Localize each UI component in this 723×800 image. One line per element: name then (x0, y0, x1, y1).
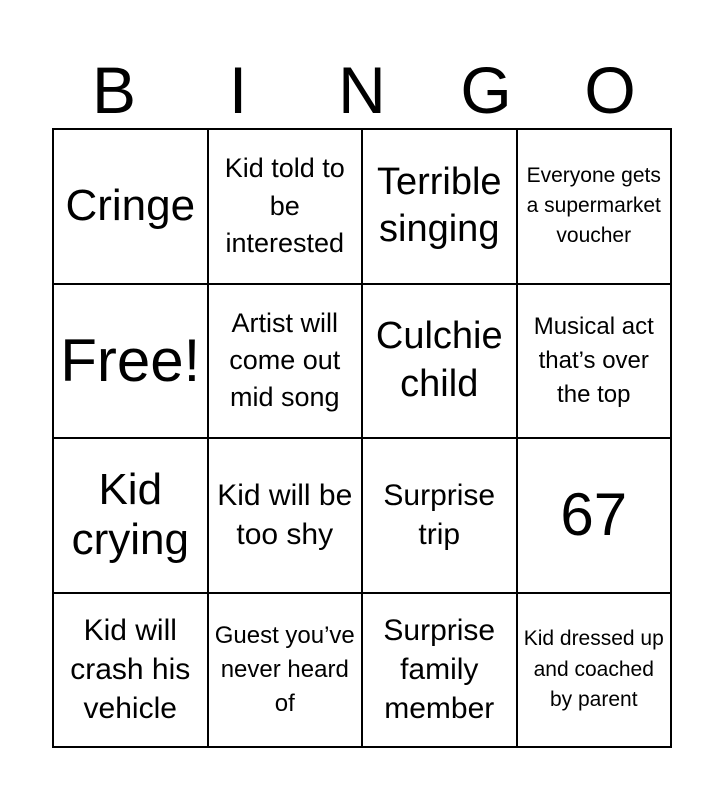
cell-text: Kid dressed up and coached by parent (523, 627, 664, 711)
bingo-cell[interactable] (518, 130, 673, 285)
bingo-cell[interactable] (518, 594, 673, 749)
bingo-cell[interactable] (54, 130, 209, 285)
cell-text: 67 (560, 481, 628, 549)
cell-text: Kid told to be interested (224, 153, 345, 258)
cell-text: Free! (60, 326, 201, 394)
bingo-cell[interactable] (363, 130, 518, 285)
cell-text: Artist will come out mid song (229, 307, 341, 413)
bingo-cell[interactable] (518, 285, 673, 440)
cell-text: Terrible singing (376, 160, 502, 251)
cell-text: Guest you’ve never heard of (214, 622, 355, 717)
cell-text: Kid will crash his vehicle (70, 614, 191, 726)
bingo-cell[interactable] (54, 439, 209, 594)
header-letter-g: G (460, 53, 512, 127)
bingo-cell[interactable] (209, 130, 364, 285)
cell-text: Surprise family member (383, 614, 496, 726)
bingo-cell[interactable] (363, 594, 518, 749)
bingo-cell[interactable] (363, 439, 518, 594)
cell-text: Culchie child (375, 315, 503, 405)
bingo-cell[interactable] (209, 594, 364, 749)
cell-text: Surprise trip (383, 479, 496, 552)
bingo-cell[interactable] (54, 594, 209, 749)
bingo-board (52, 128, 672, 748)
bingo-cell[interactable] (518, 439, 673, 594)
header-letter-i: I (228, 53, 248, 127)
bingo-cell[interactable] (54, 285, 209, 440)
cell-text: Musical act that’s over the top (533, 313, 654, 408)
bingo-cell[interactable] (209, 285, 364, 440)
cell-text: Kid will be too shy (217, 479, 353, 552)
bingo-cell[interactable] (363, 285, 518, 440)
cell-text: Kid crying (71, 464, 189, 565)
header-letter-b: B (91, 53, 137, 127)
bingo-cell[interactable] (209, 439, 364, 594)
header-letter-o: O (584, 53, 636, 127)
cell-text: Cringe (65, 180, 196, 230)
cell-text: Everyone gets a supermarket voucher (526, 163, 661, 248)
header-letter-n: N (338, 53, 386, 127)
bingo-header (52, 52, 672, 128)
